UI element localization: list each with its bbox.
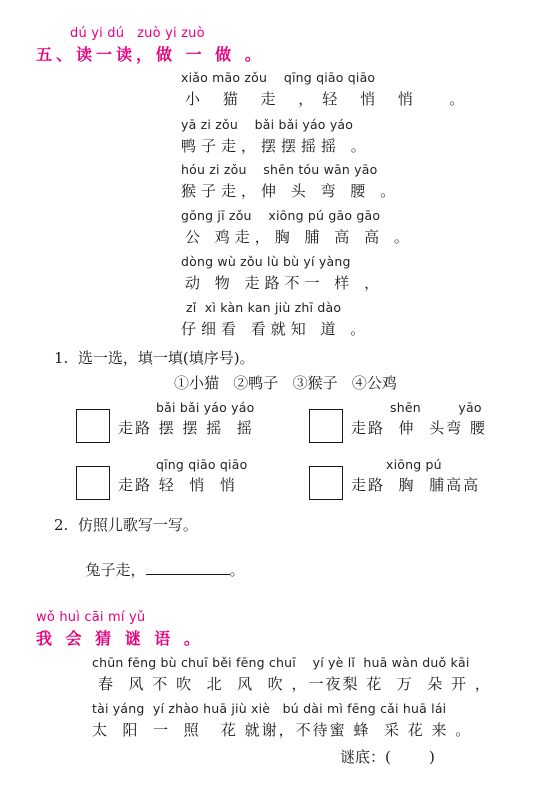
question-2-prompt: 2. 仿照儿歌写一写。: [54, 516, 198, 534]
poem-line-2: 鸭子走，摆摆摇摇 。: [181, 137, 371, 155]
riddle-pinyin-2: tài yáng yí zhào huā jiù xiè bú dài mì fēng cǎi huā lái: [92, 701, 447, 716]
q1-item-2-text: 走路 伸 头弯 腰: [351, 419, 487, 437]
poem-line-6: 仔细看 看就知 道 。: [181, 320, 371, 338]
q1-item-4-pinyin: xiōng pú: [386, 457, 442, 472]
q1-item-3-pinyin: qīng qiāo qiāo: [156, 457, 248, 472]
question-1-options: ①小猫 ②鸭子 ③猴子 ④公鸡: [174, 374, 397, 392]
answer-box-2[interactable]: [309, 409, 343, 443]
answer-box-4[interactable]: [309, 466, 343, 500]
q1-item-1-text: 走路 摆 摆 摇 摇: [118, 419, 254, 437]
riddle-answer-label: 谜底：( ): [340, 748, 435, 766]
poem-pinyin-5: dòng wù zǒu lù bù yí yàng: [181, 254, 351, 269]
q1-item-3-text: 走路 轻 悄 悄: [118, 476, 237, 494]
section-title-pinyin: dú yi dú zuò yi zuò: [70, 26, 205, 41]
answer-box-3[interactable]: [76, 466, 110, 500]
q2-writing-line: [76, 541, 245, 580]
riddle-title: 我 会 猜 谜 语 。: [36, 629, 204, 648]
riddle-line-1: 春 风 不 吹 北 风 吹 ，一夜梨 花 万 朵 开 ，: [98, 675, 492, 693]
question-1-prompt: 1. 选一选，填一填(填序号)。: [54, 349, 255, 367]
q1-item-1-pinyin: bǎi bǎi yáo yáo: [156, 400, 255, 415]
section-title: 五、读一读，做 一 做 。: [36, 45, 265, 64]
riddle-line-2: 太 阳 一 照 花 就谢，不待蜜 蜂 采 花 来 。: [92, 721, 473, 739]
q2-line-end: 。: [229, 561, 245, 579]
poem-line-4: 公 鸡走，胸 脯 高 高 。: [185, 228, 414, 246]
poem-pinyin-6: zǐ xì kàn kan jiù zhī dào: [186, 300, 342, 315]
riddle-title-pinyin: wǒ huì cāi mí yǔ: [36, 610, 146, 625]
q1-item-2-pinyin: shēn yāo: [390, 400, 482, 415]
poem-pinyin-2: yā zi zǒu bǎi bǎi yáo yáo: [181, 117, 354, 132]
poem-line-3: 猴子走，伸 头 弯 腰 。: [181, 182, 401, 200]
poem-pinyin-3: hóu zi zǒu shēn tóu wān yāo: [181, 162, 378, 177]
answer-box-1[interactable]: [76, 409, 110, 443]
poem-line-1: 小 猫 走 ，轻 悄 悄 。: [185, 90, 474, 108]
poem-line-5: 动 物 走路不一 样 ，: [185, 274, 385, 292]
q2-line-start: 兔子走，: [85, 561, 146, 579]
poem-pinyin-4: gōng jī zǒu xiōng pú gāo gāo: [181, 208, 381, 223]
poem-pinyin-1: xiǎo māo zǒu qīng qiāo qiāo: [181, 70, 376, 85]
q1-item-4-text: 走路 胸 脯高高: [351, 476, 481, 494]
riddle-pinyin-1: chūn fēng bù chuī běi fēng chuī yí yè lǐ huā wàn duǒ kāi: [92, 655, 470, 670]
q2-answer-blank[interactable]: [146, 560, 230, 575]
